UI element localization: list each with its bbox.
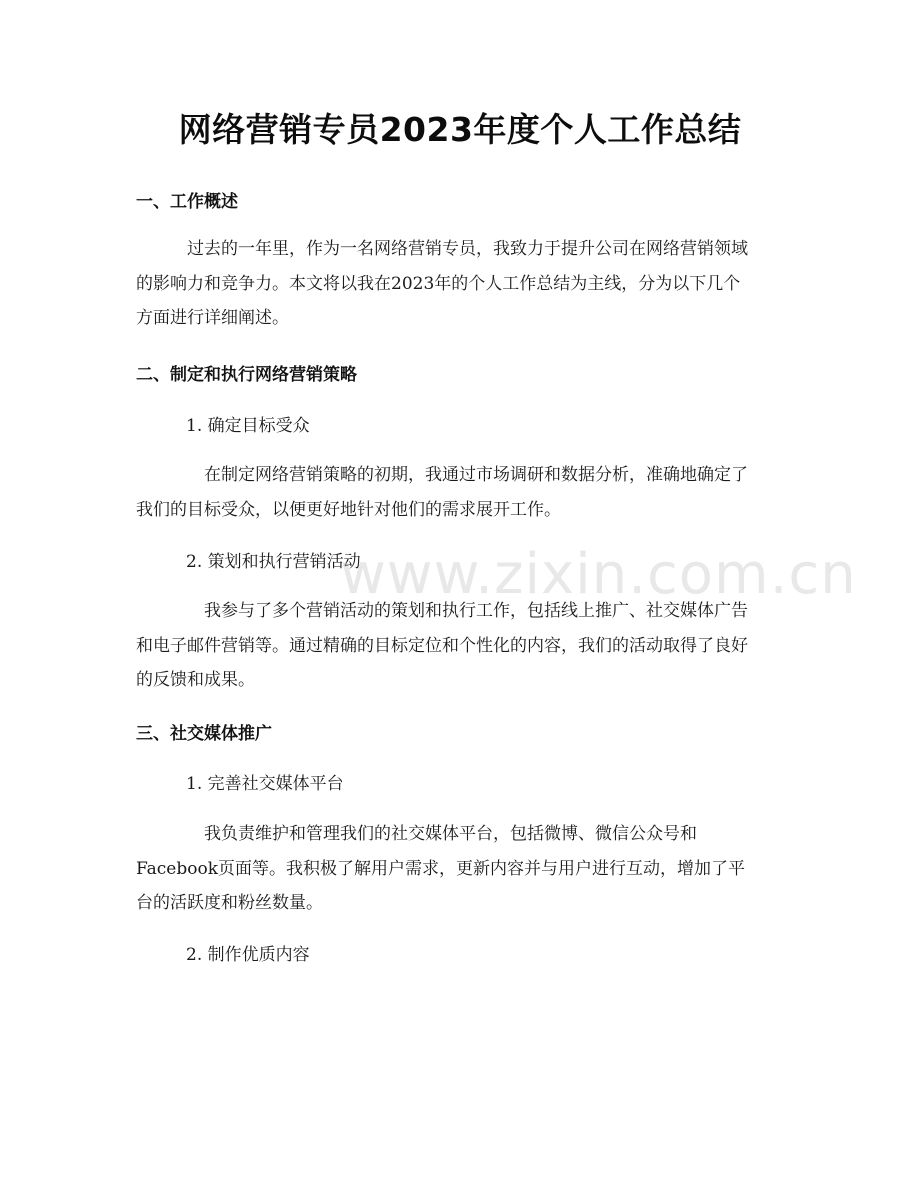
paragraph-line: 过去的一年里，作为一名网络营销专员，我致力于提升公司在网络营销领域 — [187, 239, 748, 259]
section-heading-strategy: 二、制定和执行网络营销策略 — [136, 365, 357, 385]
paragraph-line: 的反馈和成果。 — [136, 670, 255, 690]
watermark-text: www.zixin.com.cn — [340, 542, 857, 607]
paragraph-line: 台的活跃度和粉丝数量。 — [136, 893, 323, 913]
section-heading-social-media: 三、社交媒体推广 — [136, 724, 272, 744]
overview-paragraph — [136, 232, 786, 336]
paragraph-line: 在制定网络营销策略的初期，我通过市场调研和数据分析，准确地确定了 — [204, 465, 748, 485]
paragraph-line: 我们的目标受众，以便更好地针对他们的需求展开工作。 — [136, 499, 561, 520]
subsection-label-audience: 1. 确定目标受众 — [186, 416, 310, 436]
platforms-paragraph — [136, 817, 786, 921]
campaigns-paragraph — [136, 594, 786, 698]
paragraph-line: 我参与了多个营销活动的策划和执行工作，包括线上推广、社交媒体广告 — [204, 601, 748, 621]
paragraph-line: 的影响力和竞争力。本文将以我在2023年的个人工作总结为主线，分为以下几个 — [136, 273, 741, 294]
audience-paragraph — [136, 458, 786, 527]
subsection-label-platforms: 1. 完善社交媒体平台 — [186, 774, 344, 794]
section-heading-overview: 一、工作概述 — [136, 192, 238, 212]
subsection-label-campaigns: 2. 策划和执行营销活动 — [186, 552, 361, 572]
paragraph-line: 方面进行详细阐述。 — [136, 308, 289, 328]
document-title: 网络营销专员2023年度个人工作总结 — [178, 110, 742, 149]
paragraph-line: 和电子邮件营销等。通过精确的目标定位和个性化的内容，我们的活动取得了良好 — [136, 635, 748, 656]
subsection-label-content: 2. 制作优质内容 — [186, 945, 310, 965]
paragraph-line: 我负责维护和管理我们的社交媒体平台，包括微博、微信公众号和 — [204, 824, 697, 844]
paragraph-line: Facebook页面等。我积极了解用户需求，更新内容并与用户进行互动，增加了平 — [136, 858, 746, 879]
